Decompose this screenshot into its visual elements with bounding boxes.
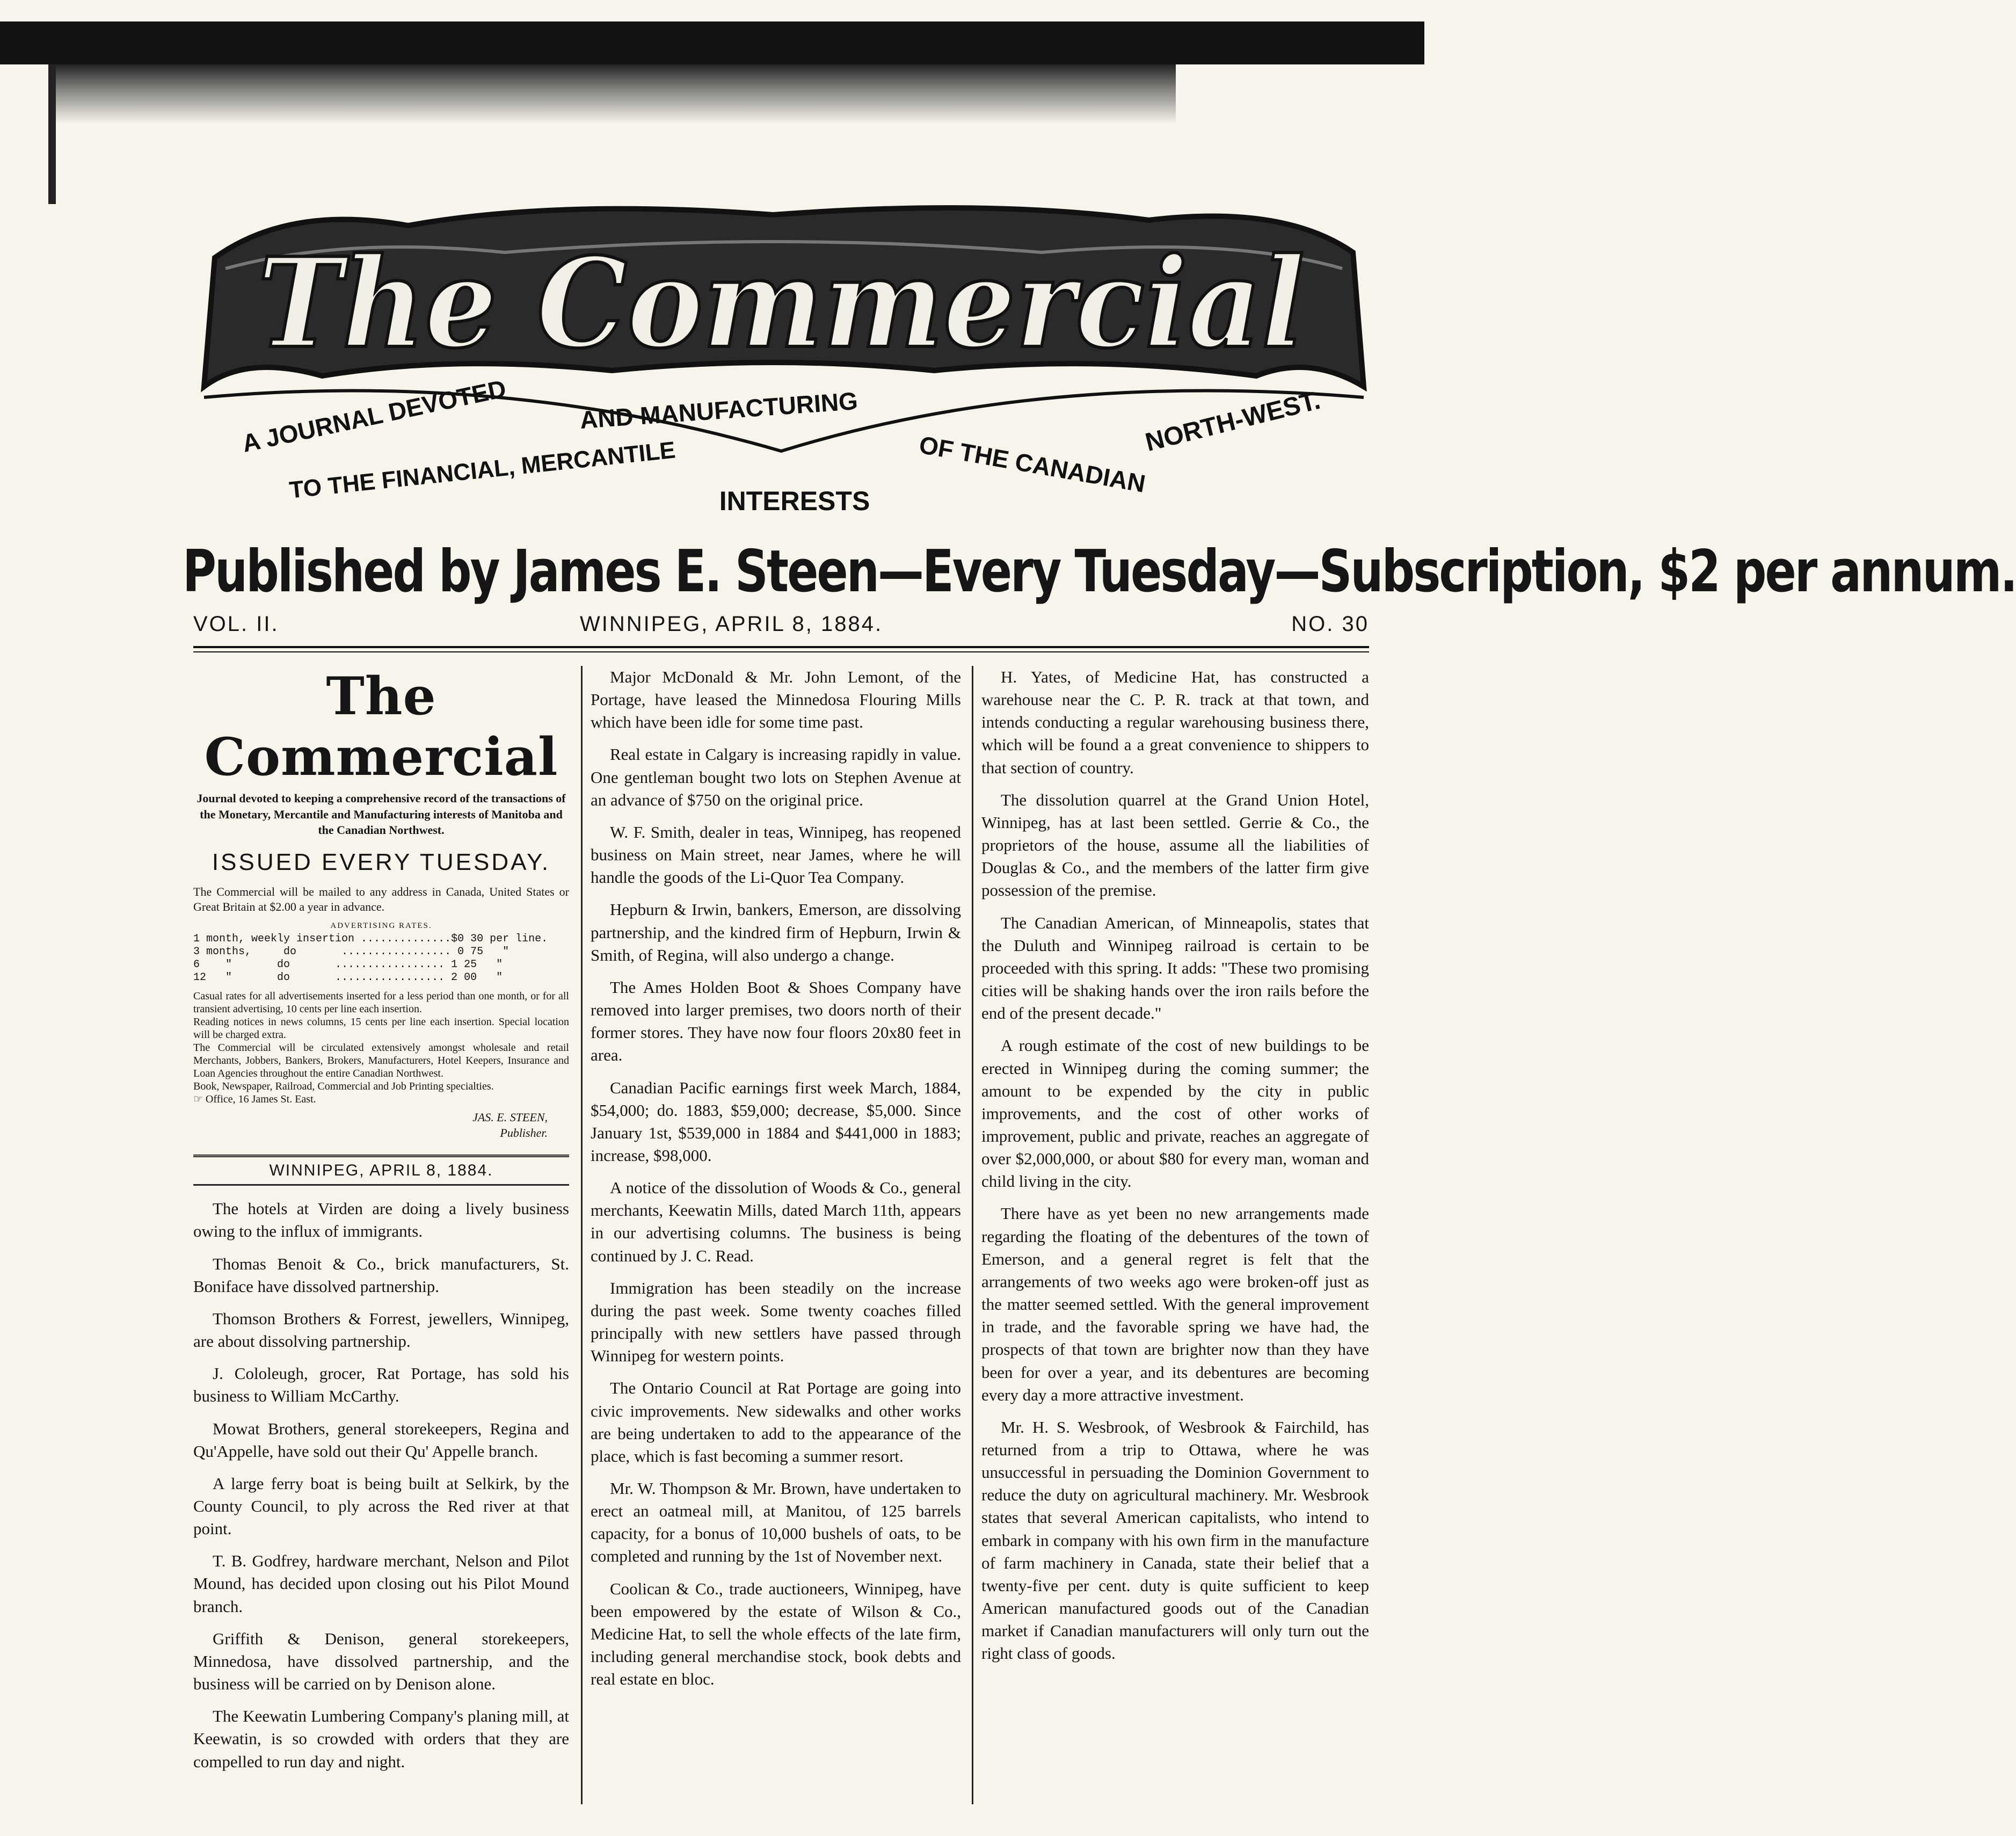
news-item: Canadian Pacific earnings first week March, 1884, $54,000; do. 1883, $59,000; decrease, $5,000. Since January 1st, $539,000 in 1884 and $441,000 in 1883; increase, $98,000. (591, 1078, 961, 1165)
publisher-title: Publisher. (500, 1126, 548, 1140)
rate-line: 6 " do ................. 1 25 " (193, 959, 503, 971)
banner-motto-4: INTERESTS (719, 486, 870, 516)
column-1 (193, 666, 569, 1783)
column-divider-2 (972, 666, 973, 1804)
column-3 (981, 666, 1369, 1675)
nameplate-subtitle: Journal devoted to keeping a comprehensive record of the transactions of the Monetary, Mercantile and Manufacturing interests of Manitoba and the Canadian Northwest. (196, 792, 566, 837)
header-rule-top (193, 646, 1369, 648)
rates-note: The Commercial will be circulated extensively amongst wholesale and retail Merchants, Jobbers, Bankers, Brokers, Manufacturers, Hotel Keepers, Insurance and Loan Agencies throughout the entire Canadian Northwest. (193, 1042, 569, 1080)
news-item: There have as yet been no new arrangements made regarding the floating of the debentures of the town of Emerson, and a general regret is felt that the arrangements of two weeks ago were broken-off just as the matter seemed settled. With the general improvement in trade, and the favorable spring we have had, the prospects of that town are brighter now than they have been for over a year, and its debentures are becoming every day a more attractive investment. (981, 1204, 1369, 1404)
volume-number: VOL. II. (193, 612, 279, 636)
header-rule-bottom (193, 651, 1369, 652)
dateline: WINNIPEG, APRIL 8, 1884. (193, 1155, 569, 1186)
issued-every-tuesday: ISSUED EVERY TUESDAY. (212, 849, 551, 876)
rate-line: 1 month, weekly insertion ..............$0 30 per line. (193, 933, 548, 946)
news-item: Hepburn & Irwin, bankers, Emerson, are dissolving partnership, and the kindred firm of Hepburn, Irwin & Smith, of Regina, will also undergo a change. (591, 900, 961, 964)
column-2 (591, 666, 961, 1700)
news-item: A rough estimate of the cost of new buildings to be erected in Winnipeg during the coming summer; the amount to be expended by the city in public improvements, and the cost of other works of improvement, public and private, reaches an aggregate of over $2,000,000, or about $80 for every man, woman and child living in the city. (981, 1036, 1369, 1191)
issue-date: WINNIPEG, APRIL 8, 1884. (580, 612, 883, 636)
rate-line: 12 " do ................. 2 00 " (193, 971, 503, 984)
news-item: Mr. W. Thompson & Mr. Brown, have undertaken to erect an oatmeal mill, at Manitou, of 125 barrels capacity, for a bonus of 10,000 bushels of oats, to be completed and running by the 1st of November next. (591, 1479, 961, 1566)
news-item: Mr. H. S. Wesbrook, of Wesbrook & Fairchild, has returned from a trip to Ottawa, where he was unsuccessful in persuading the Dominion Government to reduce the duty on agricultural machinery. Mr. Wesbrook states that several American capitalists, who intend to embark in company with his own firm in the manufacture of farm machinery in Canada, state their belief that a twenty-five per cent. duty is quite sufficient to keep American manufactured goods out of the Canadian market if Canadian manufacturers will only turn out the right class of goods. (981, 1417, 1369, 1663)
scan-shadow (48, 64, 1176, 124)
news-item: The Ontario Council at Rat Portage are going into civic improvements. New sidewalks and other works are being undertaken to add to the appearance of the place, which is fast becoming a summer resort. (591, 1378, 961, 1465)
news-item: Immigration has been steadily on the increase during the past week. Some twenty coaches filled principally with new settlers have passed through Winnipeg for western points. (591, 1278, 961, 1366)
news-item: Real estate in Calgary is increasing rapidly in value. One gentleman bought two lots on Stephen Avenue at an advance of $750 on the original price. (591, 745, 961, 809)
news-item: Mowat Brothers, general storekeepers, Regina and Qu'Appelle, have sold out their Qu' Appelle branch. (193, 1419, 569, 1461)
news-item: The dissolution quarrel at the Grand Union Hotel, Winnipeg, has at last been settled. Gerrie & Co., the proprietors of the house, assume all the liabilities of Douglas & Co., and the members of the latter firm give possession of the premise. (981, 790, 1369, 900)
rates-note: Reading notices in news columns, 15 cents per line each insertion. Special location will be charged extra. (193, 1016, 569, 1041)
news-item: Thomas Benoit & Co., brick manufacturers, St. Boniface have dissolved partnership. (193, 1254, 569, 1296)
column-divider-1 (581, 666, 583, 1804)
news-item: The Canadian American, of Minneapolis, states that the Duluth and Winnipeg railroad is certain to be proceeded with this spring. It adds: "These two promising cities will be shaking hands over the iron rails before the end of the present decade." (981, 913, 1369, 1023)
volume-row (193, 612, 1369, 644)
rates-note: Book, Newspaper, Railroad, Commercial and Job Printing specialties. (193, 1080, 494, 1093)
banner-motto-2: TO THE FINANCIAL, MERCANTILE (288, 437, 677, 504)
news-item: A large ferry boat is being built at Selkirk, by the County Council, to ply across the Red river at that point. (193, 1474, 569, 1539)
news-item: H. Yates, of Medicine Hat, has constructed a warehouse near the C. P. R. track at that town, and intends conducting a regular warehousing business there, which will be found a a great convenience to shippers to that section of country. (981, 667, 1369, 777)
banner-motto-5: OF THE CANADIAN (917, 430, 1148, 498)
news-item: A notice of the dissolution of Woods & Co., general merchants, Keewatin Mills, dated March 11th, appears in our advertising columns. The business is being continued by J. C. Read. (591, 1178, 961, 1265)
news-item: The Keewatin Lumbering Company's planing mill, at Keewatin, is so crowded with orders that they are compelled to run day and night. (193, 1707, 569, 1771)
banner-motto-6: NORTH-WEST. (1142, 386, 1323, 457)
banner-motto-1: A JOURNAL DEVOTED (239, 374, 509, 458)
rate-line: 3 months, do ................. 0 75 " (193, 946, 510, 959)
scan-top-border (0, 21, 1424, 64)
news-item: Major McDonald & Mr. John Lemont, of the Portage, have leased the Minnedosa Flouring Mills which have been idle for some time past. (591, 667, 961, 732)
nameplate: The Commercial (204, 666, 558, 787)
news-item: Thomson Brothers & Forrest, jewellers, Winnipeg, are about dissolving partnership. (193, 1309, 569, 1351)
news-item: Coolican & Co., trade auctioneers, Winnipeg, have been empowered by the estate of Wilson & Co., Medicine Hat, to sell the whole effects of the late firm, including general merchandise stock, book debts and real estate en bloc. (591, 1579, 961, 1689)
subscription-notice: The Commercial will be mailed to any address in Canada, United States or Great Britain at $2.00 a year in advance. (193, 885, 569, 913)
issue-number: NO. 30 (1291, 612, 1369, 636)
banner-title: The Commercial (258, 231, 1305, 376)
news-item: Griffith & Denison, general storekeepers, Minnedosa, have dissolved partnership, and the business will be carried on by Denison alone. (193, 1629, 569, 1694)
news-item: J. Cololeugh, grocer, Rat Portage, has sold his business to William McCarthy. (193, 1364, 569, 1406)
publisher-signature: JAS. E. STEEN, (472, 1111, 548, 1124)
office-address: ☞ Office, 16 James St. East. (193, 1093, 316, 1106)
news-item: W. F. Smith, dealer in teas, Winnipeg, has reopened business on Main street, near James, where he will handle the goods of the Li-Quor Tea Company. (591, 822, 961, 887)
masthead-banner (183, 193, 1380, 526)
banner-motto-3: AND MANUFACTURING (579, 387, 859, 434)
advertising-rates-heading: ADVERTISING RATES. (330, 921, 432, 931)
rates-note: Casual rates for all advertisements inserted for a less period than one month, or for all transient advertising, 10 cents per line each insertion. (193, 990, 569, 1015)
scan-left-edge (48, 64, 56, 204)
news-item: The hotels at Virden are doing a lively business owing to the influx of immigrants. (193, 1199, 569, 1241)
news-item: The Ames Holden Boot & Shoes Company have removed into larger premises, two doors north of their former stores. They have now four floors 20x80 feet in area. (591, 977, 961, 1065)
news-item: T. B. Godfrey, hardware merchant, Nelson and Pilot Mound, has decided upon closing out his Pilot Mound branch. (193, 1551, 569, 1616)
published-by-line: Published by James E. Steen—Every Tuesday—Subscription, $2 per annum. (183, 538, 2016, 605)
